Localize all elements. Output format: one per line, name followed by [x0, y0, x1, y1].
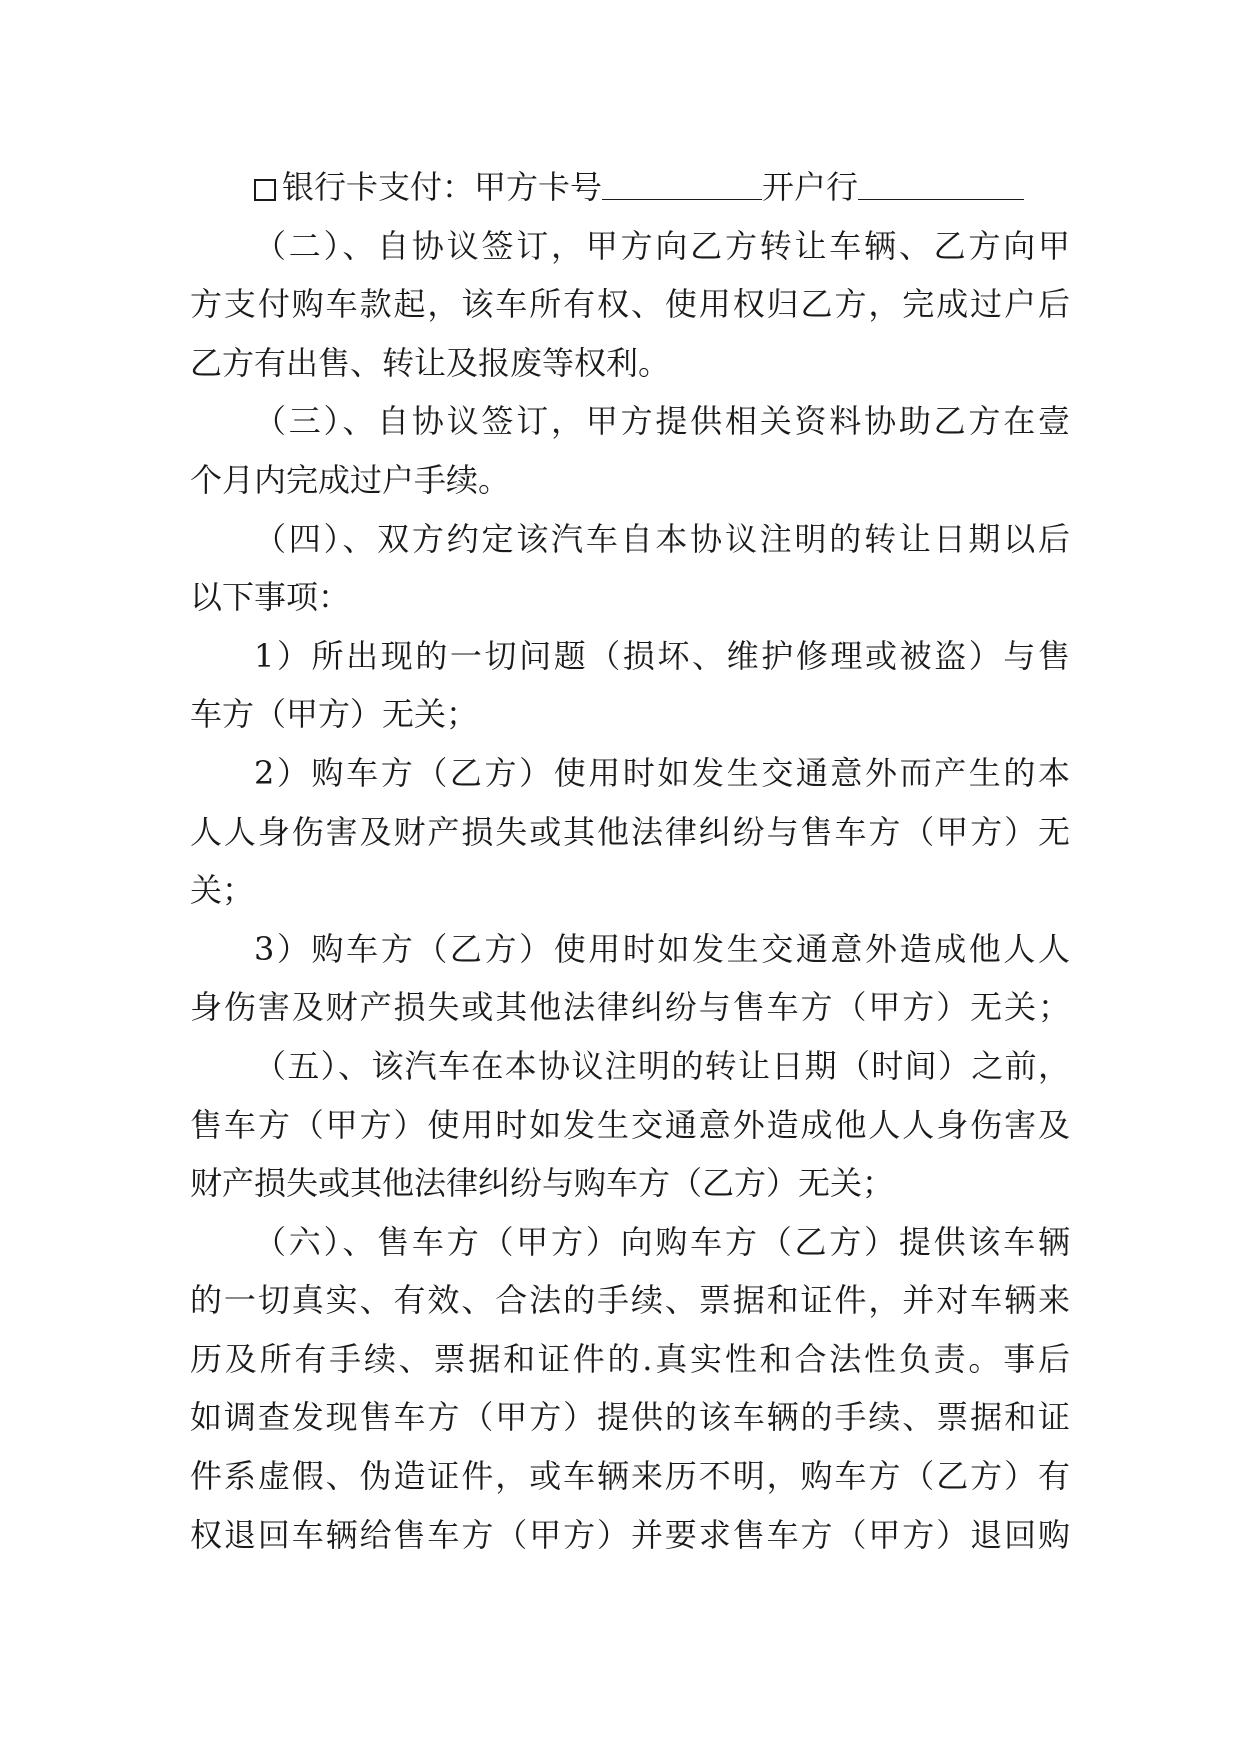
paragraph-line: 以下事项： — [190, 578, 351, 617]
bank-label: 开户行 — [762, 168, 859, 206]
paragraph-line: 1）所出现的一切问题（损坏、维护修理或被盗）与售 — [254, 636, 1070, 675]
paragraph-line: 历及所有手续、票据和证件的.真实性和合法性负责。事后 — [190, 1339, 1070, 1378]
bank-name-blank[interactable] — [858, 173, 1024, 200]
paragraph-line: （三）、自协议签订，甲方提供相关资料协助乙方在壹 — [254, 402, 1070, 441]
paragraph-line: 方支付购车款起，该车所有权、使用权归乙方，完成过户后 — [190, 285, 1070, 324]
checkbox-icon[interactable] — [254, 179, 276, 201]
paragraph-line: 关； — [190, 871, 255, 910]
paragraph-line: （四）、双方约定该汽车自本协议注明的转让日期以后 — [254, 519, 1070, 558]
paragraph-line: 权退回车辆给售车方（甲方）并要求售车方（甲方）退回购 — [190, 1515, 1070, 1554]
paragraph-line: 的一切真实、有效、合法的手续、票据和证件，并对车辆来 — [190, 1281, 1070, 1320]
paragraph-line: 财产损失或其他法律纠纷与购车方（乙方）无关； — [190, 1164, 895, 1203]
paragraph-line: （二）、自协议签订，甲方向乙方转让车辆、乙方向甲 — [254, 226, 1070, 265]
paragraph-line: 售车方（甲方）使用时如发生交通意外造成他人人身伤害及 — [190, 1105, 1070, 1144]
bank-card-label: 银行卡支付：甲方卡号 — [282, 168, 603, 206]
paragraph-line: （五）、该汽车在本协议注明的转让日期（时间）之前， — [254, 1046, 1070, 1085]
document-body — [190, 158, 1070, 1564]
paragraph-line: 身伤害及财产损失或其他法律纠纷与售车方（甲方）无关； — [190, 988, 1070, 1027]
paragraph-line: 件系虚假、伪造证件，或车辆来历不明，购车方（乙方）有 — [190, 1457, 1070, 1496]
paragraph-line: 3）购车方（乙方）使用时如发生交通意外造成他人人 — [254, 929, 1070, 968]
paragraph-line: 乙方有出售、转让及报废等权利。 — [190, 343, 671, 382]
paragraph-line: （六）、售车方（甲方）向购车方（乙方）提供该车辆 — [254, 1222, 1070, 1261]
paragraph-line: 车方（甲方）无关； — [190, 695, 479, 734]
paragraph-line: 个月内完成过户手续。 — [190, 460, 511, 499]
paragraph-line: 如调查发现售车方（甲方）提供的该车辆的手续、票据和证 — [190, 1398, 1070, 1437]
card-number-blank[interactable] — [602, 173, 762, 200]
bank-card-payment-line — [190, 158, 1070, 217]
paragraph-line: 2）购车方（乙方）使用时如发生交通意外而产生的本 — [254, 753, 1070, 792]
paragraph-line: 人人身伤害及财产损失或其他法律纠纷与售车方（甲方）无 — [190, 812, 1070, 851]
